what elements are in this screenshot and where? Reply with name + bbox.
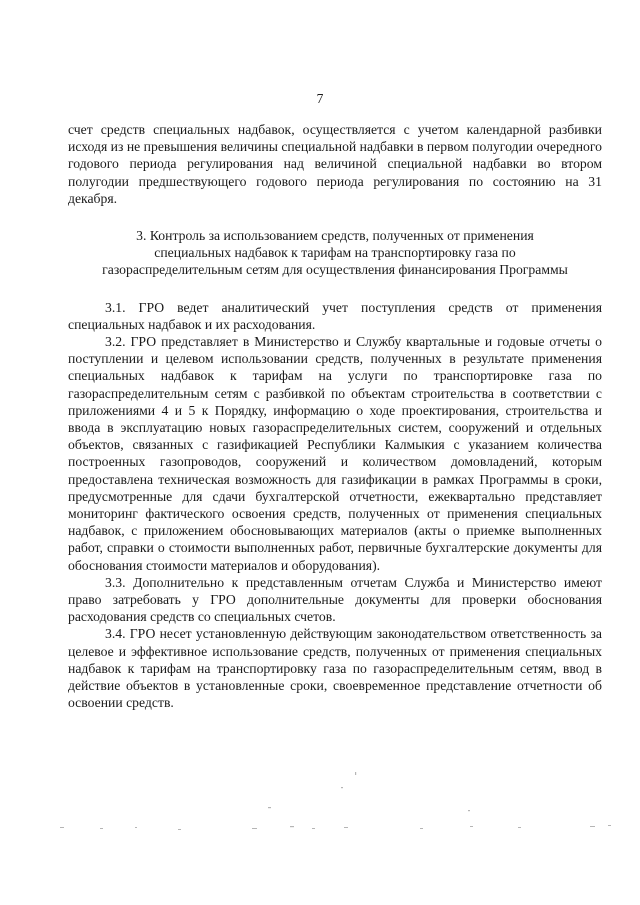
- document-body: [68, 121, 602, 712]
- section-heading-line-3: газораспределительным сетям для осуществления финансирования Программы: [102, 262, 568, 278]
- section-heading-line-2: специальных надбавок к тарифам на транспортировку газа по: [154, 245, 516, 261]
- clause-3-4: 3.4. ГРО несет установленную действующим законодательством ответственность за целевое и эффективное использование средств, полученных от применения специальных надбавок к тарифам на транспортировку газа по газораспределительным сетям, ввод в действие объектов в установленные сроки, своевременное представление отчетности об освоении средств.: [68, 626, 602, 711]
- intro-paragraph: счет средств специальных надбавок, осуществляется с учетом календарной разбивки исходя из не превышения величины специальной надбавки в первом полугодии очередного годового периода регулирования над величиной специальной надбавки во втором полугодии предшествующего годового периода регулирования по состоянию на 31 декабря.: [68, 122, 602, 206]
- clause-3-1: 3.1. ГРО ведет аналитический учет поступления средств от применения специальных надбавок и их расходования.: [68, 299, 602, 332]
- clause-3-2: 3.2. ГРО представляет в Министерство и Службу квартальные и годовые отчеты о поступлении и целевом использовании средств, полученных в результате применения специальных надбавок к тарифам на услуги по транспортировке газа по газораспределительным сетям с разбивкой по объектам строительства в соответствии с приложениями 4 и 5 к Порядку, информацию о ходе проектирования, строительства и ввода в эксплуатацию новых газораспределительных систем, сооружений и отдельных объектов, связанных с газификацией Республики Калмыкия с указанием количества построенных газопроводов, сооружений и количеством домовладений, которым предоставлена техническая возможность для газификации в рамках Программы в сроки, предусмотренные для сдачи бухгалтерской отчетности, ежеквартально представляет мониторинг фактического освоения средств, полученных от применения специальных надбавок, с приложением обосновывающих материалов (акты о приемке выполненных работ, справки о стоимости выполненных работ, первичные бухгалтерские документы для обоснования стоимости материалов и оборудования).: [68, 334, 602, 573]
- section-heading-line-1: 3. Контроль за использованием средств, полученных от применения: [136, 228, 534, 244]
- page-number: 7: [316, 91, 324, 106]
- clause-3-3: 3.3. Дополнительно к представленным отчетам Служба и Министерство имеют право затребовать у ГРО дополнительные документы для проверки обоснования расходования средств со специальных счетов.: [68, 574, 602, 625]
- section-heading: [68, 227, 602, 279]
